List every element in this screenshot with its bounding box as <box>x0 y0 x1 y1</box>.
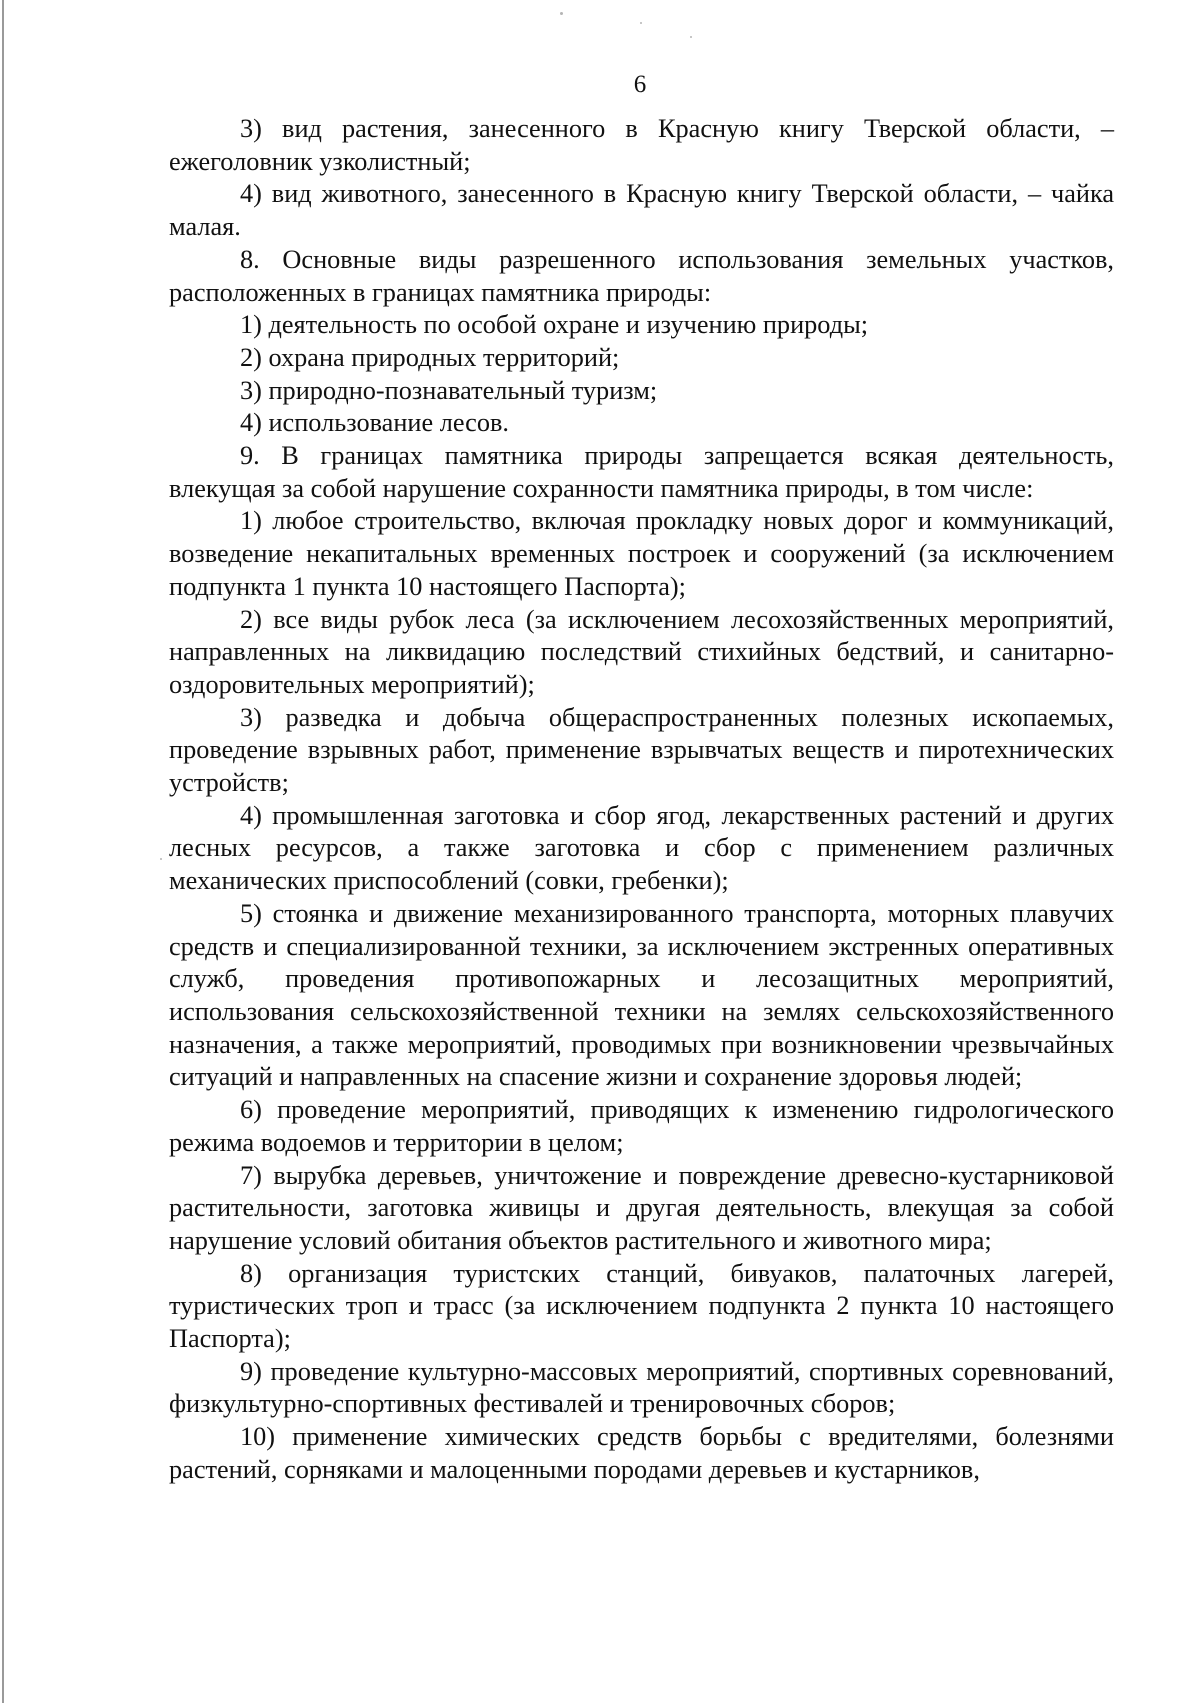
section-9-item-7: 7) вырубка деревьев, уничтожение и повреждение древесно-кустарниковой растительности, заготовка живицы и другая деятельность, влекущая за собой нарушение условий обитания объектов растительного и животного мира; <box>169 1160 1114 1255</box>
section-9-heading: 9. В границах памятника природы запрещается всякая деятельность, влекущая за собой нарушение сохранности памятника природы, в том числе: <box>169 441 1114 503</box>
scan-edge-line <box>2 0 4 1703</box>
section-9-item-10: 10) применение химических средств борьбы с вредителями, болезнями растений, сорняками и малоценными породами деревьев и кустарников, <box>169 1422 1114 1484</box>
section-9-item-9: 9) проведение культурно-массовых мероприятий, спортивных соревнований, физкультурно-спортивных фестивалей и тренировочных сборов; <box>169 1356 1114 1419</box>
section-8-item-4: 4) использование лесов. <box>240 408 509 438</box>
section-8-item-2: 2) охрана природных территорий; <box>240 342 620 372</box>
section-9-item-2: 2) все виды рубок леса (за исключением лесохозяйственных мероприятий, направленных на ликвидацию последствий стихийных бедствий, и санитарно-оздоровительных мероприятий); <box>169 604 1114 699</box>
document-body <box>169 113 1114 1487</box>
section-9-item-1: 1) любое строительство, включая прокладку новых дорог и коммуникаций, возведение некапитальных временных построек и сооружений (за исключением подпункта 1 пункта 10 настоящего Паспорта); <box>169 506 1114 601</box>
scan-speck <box>690 36 692 38</box>
list-item-plant: 3) вид растения, занесенного в Красную книгу Тверской области, – ежеголовник узколистный; <box>169 114 1114 176</box>
section-8-item-1: 1) деятельность по особой охране и изучению природы; <box>240 310 869 340</box>
page-number: 6 <box>633 71 647 98</box>
section-8-item-3: 3) природно-познавательный туризм; <box>240 375 658 405</box>
scan-speck <box>640 22 642 24</box>
section-9-item-6: 6) проведение мероприятий, приводящих к изменению гидрологического режима водоемов и территории в целом; <box>169 1095 1114 1157</box>
scan-speck <box>560 12 563 15</box>
list-item-animal: 4) вид животного, занесенного в Красную книгу Тверской области, – чайка малая. <box>169 179 1114 242</box>
section-9-item-3: 3) разведка и добыча общераспространенных полезных ископаемых, проведение взрывных работ, применение взрывчатых веществ и пиротехнических устройств; <box>169 702 1114 798</box>
section-9-item-5: 5) стоянка и движение механизированного транспорта, моторных плавучих средств и специализированной техники, за исключением экстренных оперативных служб, проведения противопожарных и лесозащитных мероприятий, использования сельскохозяйственной техники на землях сельскохозяйственного назначения, а также мероприятий, проводимых при возникновении чрезвычайных ситуаций и направленных на спасение жизни и сохранение здоровья людей; <box>169 898 1114 1092</box>
scan-speck <box>160 858 162 860</box>
section-8-heading: 8. Основные виды разрешенного использования земельных участков, расположенных в границах памятника природы: <box>169 244 1114 307</box>
section-9-item-8: 8) организация туристских станций, бивуаков, палаточных лагерей, туристических троп и трасс (за исключением подпункта 2 пункта 10 настоящего Паспорта); <box>169 1258 1114 1354</box>
section-9-item-4: 4) промышленная заготовка и сбор ягод, лекарственных растений и других лесных ресурсов, а также заготовка и сбор с применением различных механических приспособлений (совки, гребенки); <box>169 800 1114 896</box>
